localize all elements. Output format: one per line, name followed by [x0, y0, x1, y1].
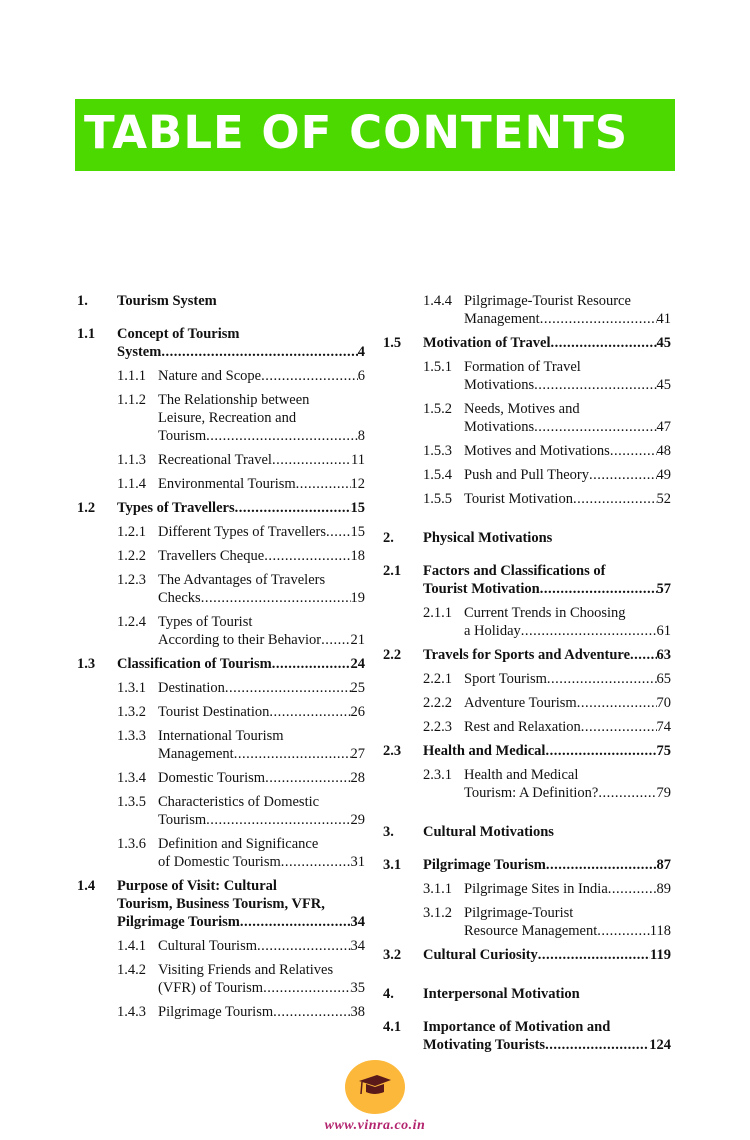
- entry-number: 2.3: [383, 743, 402, 759]
- page-number: 24: [350, 656, 365, 672]
- entry-title: Visiting Friends and Relatives: [158, 962, 334, 978]
- page-number: 25: [350, 680, 365, 696]
- entry-number: 4.1: [383, 1019, 402, 1035]
- entry-title: Motivations: [464, 419, 535, 435]
- entry-number: 1.2.4: [117, 614, 146, 630]
- page-number: 57: [656, 581, 671, 597]
- page-number: 18: [350, 548, 365, 564]
- entry-title: Nature and Scope: [158, 368, 262, 384]
- entry-number: 2.2.3: [423, 719, 452, 735]
- dot-leader: [630, 646, 656, 664]
- entry-number: 2.2.2: [423, 695, 452, 711]
- page-number: 41: [656, 311, 671, 327]
- entry-title: Characteristics of Domestic: [158, 794, 320, 810]
- dot-leader: [546, 856, 657, 874]
- dot-leader: [573, 490, 657, 508]
- page-number: 63: [656, 647, 671, 663]
- website-url[interactable]: www.vinra.co.in: [324, 1118, 426, 1133]
- entry-title: Domestic Tourism: [158, 770, 266, 786]
- page-number: 26: [350, 704, 365, 720]
- entry-number: 2.2: [383, 647, 402, 663]
- dot-leader: [545, 1036, 649, 1054]
- entry-title: Importance of Motivation and: [423, 1019, 611, 1035]
- page-number: 35: [350, 980, 365, 996]
- page-number: 87: [656, 857, 671, 873]
- page-number: 12: [350, 476, 365, 492]
- entry-number: 2.1.1: [423, 605, 452, 621]
- dot-leader: [263, 979, 350, 997]
- dot-leader: [161, 343, 357, 361]
- entry-number: 1.2.1: [117, 524, 146, 540]
- entry-title: Leisure, Recreation and: [158, 410, 297, 426]
- page-number: 34: [350, 938, 365, 954]
- entry-title: Push and Pull Theory: [464, 467, 589, 483]
- entry-title: Recreational Travel: [158, 452, 272, 468]
- entry-number: 2.2.1: [423, 671, 452, 687]
- page-number: 11: [351, 452, 365, 468]
- entry-number: 1.4.1: [117, 938, 146, 954]
- entry-title: Rest and Relaxation: [464, 719, 581, 735]
- dot-leader: [326, 523, 351, 541]
- entry-number: 4.: [383, 986, 394, 1002]
- page-number: 52: [656, 491, 671, 507]
- entry-title: Tourist Motivation: [464, 491, 573, 507]
- entry-title: Management: [158, 746, 234, 762]
- dot-leader: [547, 670, 657, 688]
- page-number: 38: [350, 1004, 365, 1020]
- entry-title: Health and Medical: [423, 743, 546, 759]
- dot-leader: [321, 631, 350, 649]
- entry-number: 1.5.3: [423, 443, 452, 459]
- entry-title: Physical Motivations: [423, 530, 553, 546]
- entry-title: Motives and Motivations: [464, 443, 610, 459]
- page-number: 49: [656, 467, 671, 483]
- entry-number: 1.1.3: [117, 452, 146, 468]
- page-number: 124: [649, 1037, 671, 1053]
- entry-title: System: [117, 344, 162, 360]
- dot-leader: [545, 742, 656, 760]
- entry-number: 1.3.4: [117, 770, 146, 786]
- entry-number: 3.2: [383, 947, 402, 963]
- entry-number: 1.5: [383, 335, 402, 351]
- entry-title: Health and Medical: [464, 767, 579, 783]
- dot-leader: [264, 547, 350, 565]
- entry-title: Cultural Tourism: [158, 938, 258, 954]
- entry-title: Tourism, Business Tourism, VFR,: [117, 896, 325, 912]
- dot-leader: [534, 418, 656, 436]
- page-number: 48: [656, 443, 671, 459]
- graduation-cap-icon: [357, 1072, 393, 1102]
- entry-title: The Relationship between: [158, 392, 310, 408]
- entry-number: 3.1: [383, 857, 402, 873]
- dot-leader: [206, 427, 358, 445]
- dot-leader: [272, 655, 351, 673]
- dot-leader: [235, 499, 351, 517]
- entry-number: 1.5.1: [423, 359, 452, 375]
- dot-leader: [521, 622, 657, 640]
- page-number: 119: [650, 947, 671, 963]
- page-number: 79: [656, 785, 671, 801]
- entry-title: Pilgrimage Tourism: [117, 914, 240, 930]
- entry-title: Travellers Cheque: [158, 548, 265, 564]
- page-number: 15: [350, 524, 365, 540]
- page-number: 6: [357, 368, 365, 384]
- entry-number: 1.4.4: [423, 293, 452, 309]
- entry-number: 1.2: [77, 500, 96, 516]
- dot-leader: [598, 784, 656, 802]
- entry-title: Cultural Curiosity: [423, 947, 538, 963]
- page-number: 47: [656, 419, 671, 435]
- entry-title: Interpersonal Motivation: [423, 986, 580, 1002]
- vinra-logo: [345, 1060, 405, 1114]
- page-number: 61: [656, 623, 671, 639]
- page-number: 28: [350, 770, 365, 786]
- entry-number: 1.4: [77, 878, 96, 894]
- dot-leader: [265, 769, 350, 787]
- entry-title: Types of Travellers: [117, 500, 235, 516]
- entry-title: Factors and Classifications of: [423, 563, 606, 579]
- entry-title: Different Types of Travellers: [158, 524, 326, 540]
- entry-title: Types of Tourist: [158, 614, 253, 630]
- page-number: 8: [357, 428, 365, 444]
- page-number: 15: [350, 500, 365, 516]
- dot-leader: [597, 922, 650, 940]
- entry-title: Definition and Significance: [158, 836, 319, 852]
- dot-leader: [538, 946, 650, 964]
- entry-number: 1.2.3: [117, 572, 146, 588]
- entry-number: 1.1.2: [117, 392, 146, 408]
- entry-number: 1.3.3: [117, 728, 146, 744]
- entry-number: 1.4.2: [117, 962, 146, 978]
- dot-leader: [201, 589, 351, 607]
- page-number: 74: [656, 719, 671, 735]
- page-number: 89: [656, 881, 671, 897]
- dot-leader: [272, 451, 351, 469]
- dot-leader: [206, 811, 350, 829]
- page-number: 34: [350, 914, 365, 930]
- page-number: 29: [350, 812, 365, 828]
- dot-leader: [296, 475, 351, 493]
- entry-title: (VFR) of Tourism: [158, 980, 264, 996]
- dot-leader: [577, 694, 657, 712]
- entry-number: 1.4.3: [117, 1004, 146, 1020]
- entry-number: 1.1: [77, 326, 96, 342]
- dot-leader: [234, 745, 351, 763]
- entry-title: Resource Management: [464, 923, 598, 939]
- dot-leader: [281, 853, 351, 871]
- entry-number: 1.5.4: [423, 467, 452, 483]
- entry-title: a Holiday: [464, 623, 521, 639]
- entry-title: The Advantages of Travelers: [158, 572, 326, 588]
- entry-number: 1.3.1: [117, 680, 146, 696]
- entry-title: International Tourism: [158, 728, 284, 744]
- entry-title: Destination: [158, 680, 225, 696]
- page-number: 27: [350, 746, 365, 762]
- page-title: TABLE OF CONTENTS: [84, 106, 629, 159]
- dot-leader: [581, 718, 657, 736]
- page-number: 65: [656, 671, 671, 687]
- entry-title: Tourism System: [117, 293, 217, 309]
- entry-title: Needs, Motives and: [464, 401, 580, 417]
- page-number: 4: [357, 344, 365, 360]
- entry-number: 1.1.4: [117, 476, 146, 492]
- dot-leader: [269, 703, 350, 721]
- dot-leader: [534, 376, 656, 394]
- entry-title: Cultural Motivations: [423, 824, 554, 840]
- entry-title: Pilgrimage Tourism: [423, 857, 546, 873]
- dot-leader: [225, 679, 351, 697]
- entry-title: Pilgrimage Tourism: [158, 1004, 274, 1020]
- page-number: 21: [350, 632, 365, 648]
- entry-title: Motivating Tourists: [423, 1037, 546, 1053]
- dot-leader: [589, 466, 657, 484]
- entry-number: 1.: [77, 293, 88, 309]
- entry-title: Tourism: [158, 428, 207, 444]
- entry-title: Management: [464, 311, 540, 327]
- entry-number: 1.3.6: [117, 836, 146, 852]
- entry-title: Purpose of Visit: Cultural: [117, 878, 277, 894]
- dot-leader: [608, 880, 657, 898]
- entry-number: 1.5.5: [423, 491, 452, 507]
- dot-leader: [540, 310, 657, 328]
- entry-title: Environmental Tourism: [158, 476, 296, 492]
- entry-number: 2.1: [383, 563, 402, 579]
- page-number: 45: [656, 377, 671, 393]
- entry-number: 2.3.1: [423, 767, 452, 783]
- entry-title: Pilgrimage Sites in India: [464, 881, 608, 897]
- entry-number: 1.3.2: [117, 704, 146, 720]
- page-number: 70: [656, 695, 671, 711]
- entry-number: 1.5.2: [423, 401, 452, 417]
- entry-title: Pilgrimage-Tourist Resource: [464, 293, 631, 309]
- entry-title: Pilgrimage-Tourist: [464, 905, 574, 921]
- entry-title: Classification of Tourism: [117, 656, 272, 672]
- entry-number: 3.1.2: [423, 905, 452, 921]
- entry-number: 1.1.1: [117, 368, 146, 384]
- entry-title: Tourism: A Definition?: [464, 785, 599, 801]
- entry-number: 3.1.1: [423, 881, 452, 897]
- dot-leader: [610, 442, 657, 460]
- entry-title: Concept of Tourism: [117, 326, 240, 342]
- entry-title: Tourist Destination: [158, 704, 270, 720]
- dot-leader: [551, 334, 657, 352]
- dot-leader: [257, 937, 350, 955]
- dot-leader: [273, 1003, 350, 1021]
- entry-title: of Domestic Tourism: [158, 854, 281, 870]
- entry-title: Checks: [158, 590, 201, 606]
- title-banner: [75, 99, 675, 171]
- entry-title: Sport Tourism: [464, 671, 547, 687]
- entry-title: Current Trends in Choosing: [464, 605, 626, 621]
- entry-number: 1.3.5: [117, 794, 146, 810]
- entry-number: 1.3: [77, 656, 96, 672]
- dot-leader: [261, 367, 358, 385]
- entry-title: Adventure Tourism: [464, 695, 577, 711]
- entry-title: Motivations: [464, 377, 535, 393]
- page-number: 75: [656, 743, 671, 759]
- page-number: 45: [656, 335, 671, 351]
- entry-number: 3.: [383, 824, 394, 840]
- entry-title: Travels for Sports and Adventure: [423, 647, 631, 663]
- page-number: 19: [350, 590, 365, 606]
- entry-number: 2.: [383, 530, 394, 546]
- entry-title: According to their Behavior: [158, 632, 322, 648]
- dot-leader: [540, 580, 657, 598]
- entry-title: Tourist Motivation: [423, 581, 540, 597]
- page-number: 118: [649, 923, 671, 939]
- entry-title: Formation of Travel: [464, 359, 581, 375]
- entry-title: Motivation of Travel: [423, 335, 551, 351]
- entry-number: 1.2.2: [117, 548, 146, 564]
- entry-title: Tourism: [158, 812, 207, 828]
- dot-leader: [240, 913, 351, 931]
- page-number: 31: [350, 854, 365, 870]
